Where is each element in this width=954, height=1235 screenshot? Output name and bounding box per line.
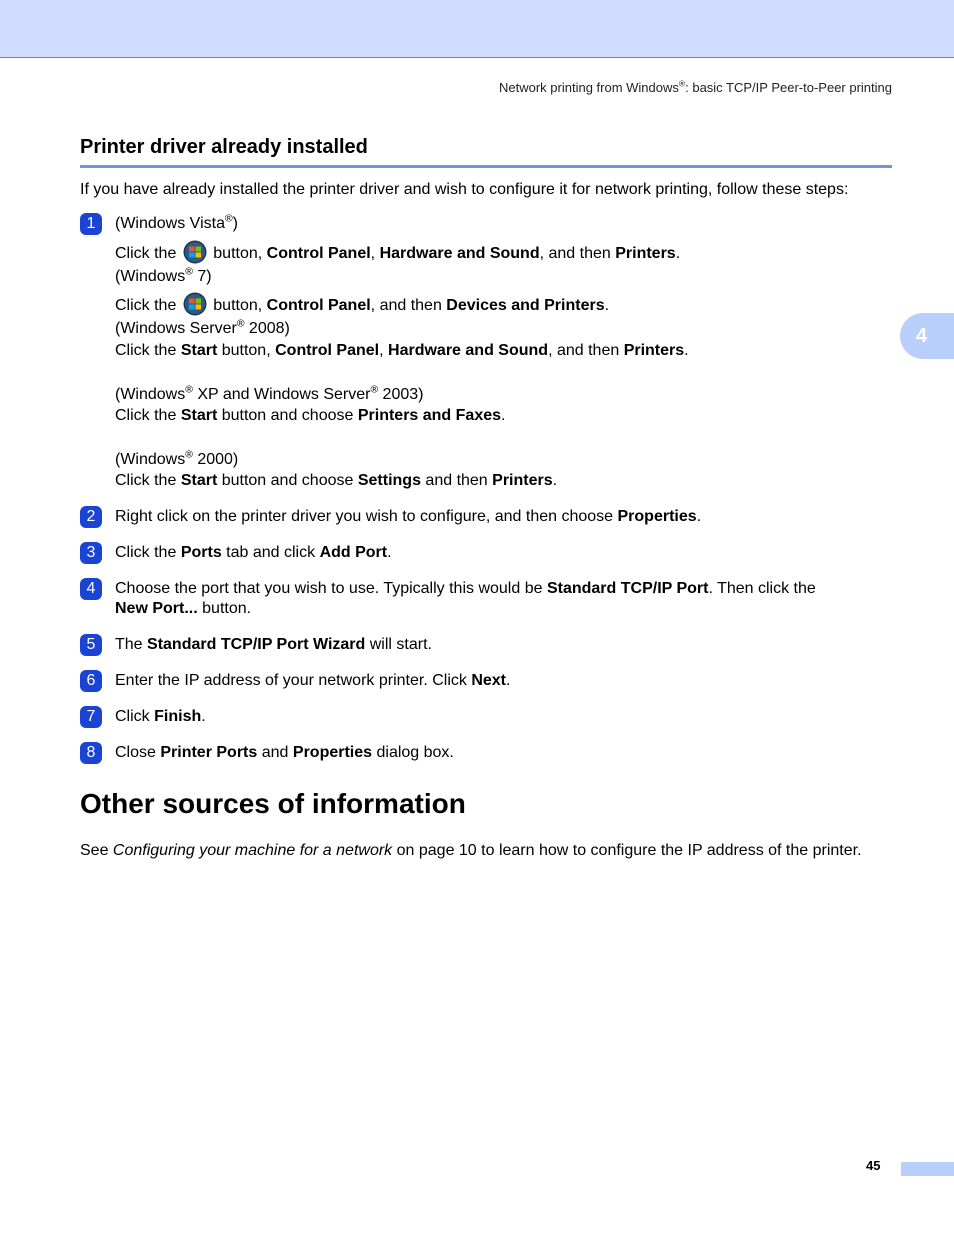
step1-server2008-instruction: Click the Start button, Control Panel, Hardware and Sound, and then Printers.: [115, 342, 689, 359]
step-number-3: 3: [80, 542, 102, 564]
intro-paragraph: If you have already installed the printer driver and wish to configure it for network printing, follow these steps:: [80, 181, 849, 198]
step8-text: Close Printer Ports and Properties dialog box.: [115, 744, 454, 761]
other-sources-heading: Other sources of information: [80, 788, 466, 819]
chapter-tab[interactable]: 4: [900, 313, 954, 359]
heading-rule: [80, 165, 892, 168]
step-number-2: 2: [80, 506, 102, 528]
step4-text-line2: New Port... button.: [115, 600, 252, 617]
step-number-8: 8: [80, 742, 102, 764]
step7-text: Click Finish.: [115, 708, 206, 725]
running-header: Network printing from Windows®: basic TCP/IP Peer-to-Peer printing: [499, 78, 892, 95]
windows-start-orb-icon: [183, 292, 207, 316]
step1-server2008-label: (Windows Server® 2008): [115, 318, 290, 337]
step1-xp-label: (Windows® XP and Windows Server® 2003): [115, 384, 424, 403]
section-heading: Printer driver already installed: [80, 136, 368, 158]
step1-xp-instruction: Click the Start button and choose Printers and Faxes.: [115, 407, 506, 424]
page-number: 45: [866, 1158, 881, 1173]
windows-start-orb-icon: [183, 240, 207, 264]
step-number-7: 7: [80, 706, 102, 728]
step1-win7-instruction: Click the button, Control Panel, and then Devices and Printers.: [115, 292, 609, 316]
step2-text: Right click on the printer driver you wish to configure, and then choose Properties.: [115, 508, 702, 525]
step6-text: Enter the IP address of your network printer. Click Next.: [115, 672, 511, 689]
footer-bar: [901, 1162, 954, 1176]
step-number-1: 1: [80, 213, 102, 235]
step1-vista-instruction: Click the button, Control Panel, Hardware and Sound, and then Printers.: [115, 240, 680, 264]
top-header-band: [0, 0, 954, 58]
step1-win7-label: (Windows® 7): [115, 266, 212, 285]
cross-reference-link[interactable]: Configuring your machine for a network: [112, 842, 393, 859]
other-sources-paragraph: See Configuring your machine for a network on page 10 to learn how to configure the IP address of the printer.: [80, 842, 862, 859]
step5-text: The Standard TCP/IP Port Wizard will start.: [115, 636, 432, 653]
step-number-5: 5: [80, 634, 102, 656]
step-number-6: 6: [80, 670, 102, 692]
step1-w2000-label: (Windows® 2000): [115, 449, 239, 468]
step1-vista-label: (Windows Vista®): [115, 213, 238, 232]
step4-text-line1: Choose the port that you wish to use. Typically this would be Standard TCP/IP Port. Then click the: [115, 580, 816, 597]
step3-text: Click the Ports tab and click Add Port.: [115, 544, 392, 561]
step-number-4: 4: [80, 578, 102, 600]
step1-w2000-instruction: Click the Start button and choose Settings and then Printers.: [115, 472, 558, 489]
